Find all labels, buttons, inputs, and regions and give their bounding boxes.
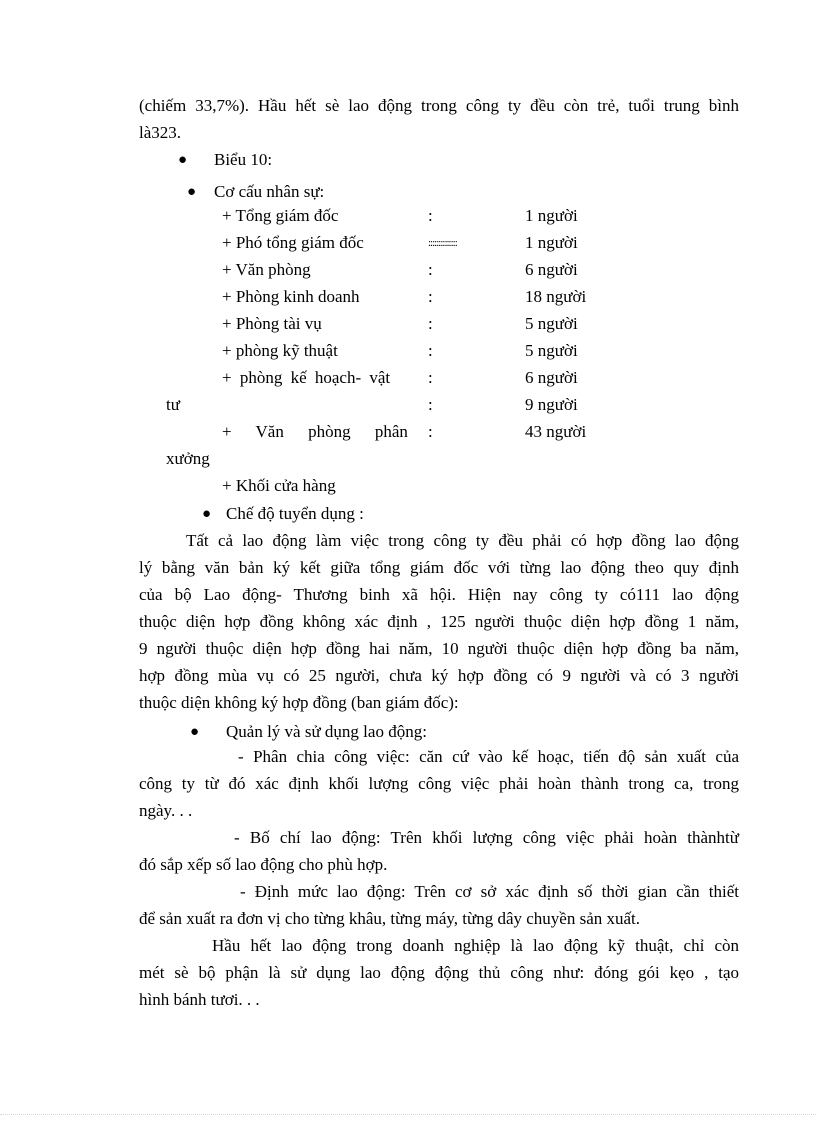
paragraph-line: hợp đồng mùa vụ có 25 người, chưa ký hợp đồng có 9 người và có 3 người — [139, 666, 739, 685]
bullet-icon: ● — [178, 152, 188, 168]
structure-sep: :::::::::::::: — [428, 237, 457, 249]
paragraph-line: lý bằng văn bản ký kết giữa tổng giám đốc với từng lao động theo quy định — [139, 558, 739, 577]
paragraph-line: ngày. . . — [139, 801, 193, 820]
paragraph-line: - Định mức lao động: Trên cơ sở xác định số thời gian cần thiết — [240, 882, 739, 901]
structure-sep: : — [428, 206, 433, 225]
structure-value: 18 người — [525, 287, 587, 306]
structure-label: + Phó tổng giám đốc — [222, 233, 364, 252]
bullet-icon: ● — [190, 724, 200, 740]
paragraph-line: công ty từ đó xác định khối lượng công việc phải hoàn thành trong ca, trong — [139, 774, 739, 793]
paragraph-line: thuộc diện không ký hợp đồng (ban giám đốc): — [139, 693, 459, 712]
structure-label: + phòng kế hoạch- vật — [222, 368, 391, 387]
paragraph-line: mét sè bộ phận là sử dụng lao động động thủ công như: đóng gói kẹo , tạo — [139, 963, 739, 982]
structure-value: 43 người — [525, 422, 587, 441]
structure-label: + Văn phòng — [222, 260, 311, 279]
paragraph-line: của bộ Lao động- Thương binh xã hội. Hiện nay công ty có111 lao động — [139, 585, 739, 604]
paragraph-line: để sản xuất ra đơn vị cho từng khâu, từng máy, từng dây chuyền sản xuất. — [139, 909, 641, 928]
structure-value: 6 người — [525, 260, 578, 279]
structure-value: 5 người — [525, 314, 578, 333]
structure-sep: : — [428, 341, 433, 360]
structure-label: + Tổng giám đốc — [222, 206, 339, 225]
bullet-icon: ● — [187, 184, 197, 200]
paragraph-line: Hầu hết lao động trong doanh nghiệp là lao động kỹ thuật, chỉ còn — [212, 936, 739, 955]
structure-label: + Phòng kinh doanh — [222, 287, 360, 306]
page-bottom-border — [0, 1114, 816, 1115]
paragraph-line: 9 người thuộc diện hợp đồng hai năm, 10 người thuộc diện hợp đồng ba năm, — [139, 639, 739, 658]
structure-value: 1 người — [525, 206, 578, 225]
bullet-icon: ● — [202, 506, 212, 522]
structure-sep: : — [428, 395, 433, 414]
paragraph-line: thuộc diện hợp đồng không xác định , 125 người thuộc diện hợp đồng 1 năm, — [139, 612, 739, 631]
structure-sep: : — [428, 368, 433, 387]
paragraph-line: hình bánh tươi. . . — [139, 990, 260, 1009]
structure-label: + phòng kỹ thuật — [222, 341, 338, 360]
structure-heading: Cơ cấu nhân sự: — [214, 182, 325, 201]
structure-label: + Văn phòng phân — [222, 422, 408, 441]
manage-heading: Quản lý và sử dụng lao động: — [226, 722, 427, 741]
structure-label: xưởng — [166, 449, 210, 468]
structure-sep: : — [428, 260, 433, 279]
intro-line-2: là323. — [139, 123, 182, 142]
intro-line-1: (chiếm 33,7%). Hầu hết sè lao động trong công ty đều còn trẻ, tuổi trung bình — [139, 96, 739, 115]
structure-sep: : — [428, 314, 433, 333]
paragraph-line: - Bố chí lao động: Trên khối lượng công việc phải hoàn thànhtừ — [234, 828, 739, 847]
structure-label: + Phòng tài vụ — [222, 314, 322, 333]
paragraph-line: - Phân chia công việc: căn cứ vào kế hoạc, tiến độ sản xuất của — [238, 747, 739, 766]
structure-label: tư — [166, 395, 180, 414]
structure-label: + Khối cửa hàng — [222, 476, 336, 495]
paragraph-line: đó sắp xếp số lao động cho phù hợp. — [139, 855, 388, 874]
structure-value: 6 người — [525, 368, 578, 387]
structure-sep: : — [428, 287, 433, 306]
table-caption: Biểu 10: — [214, 150, 273, 169]
structure-sep: : — [428, 422, 433, 441]
paragraph-line: Tất cả lao động làm việc trong công ty đều phải có hợp đồng lao động — [186, 531, 739, 550]
structure-value: 5 người — [525, 341, 578, 360]
structure-value: 1 người — [525, 233, 578, 252]
recruit-heading: Chế độ tuyển dụng : — [226, 504, 364, 523]
structure-value: 9 người — [525, 395, 578, 414]
